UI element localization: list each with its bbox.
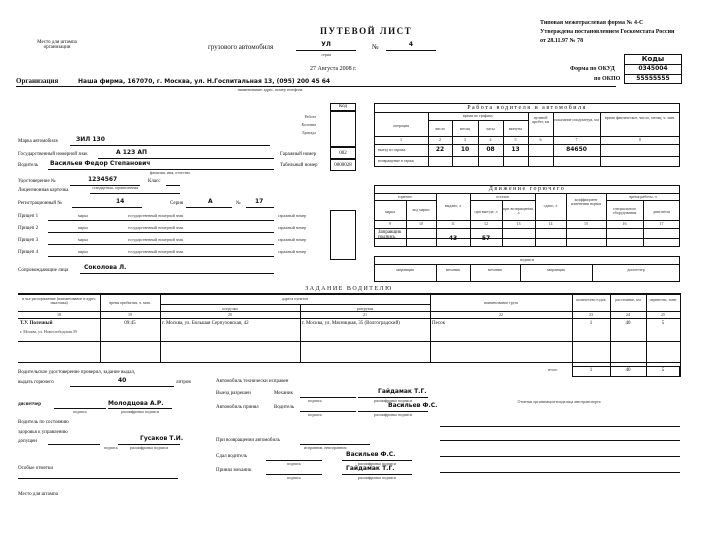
handed-name: Васильев Ф.С. (346, 451, 396, 458)
garage-label: Гаражный номер (280, 152, 317, 157)
signatures-header: подписи (519, 257, 535, 262)
disp-name-caption: расшифровка подписи (120, 409, 160, 414)
col-num: 18 (57, 312, 61, 317)
trailer-label: Прицеп 4 (18, 250, 39, 255)
col-num: 8 (639, 137, 641, 142)
org-value: Наша фирма, 167070, г. Москва, ул. Н.Госпитальная 13, (095) 200 45 64 (78, 78, 331, 85)
task-dist: 40 (625, 321, 631, 326)
col-num: 4 (489, 137, 492, 142)
day-header: число (435, 126, 445, 131)
handed-label: Сдал водитель (216, 454, 247, 459)
client-header: в чье распоряжение (наименование и адрес заказчика) (22, 296, 96, 305)
received-name: Гайдамак Т.Г. (346, 465, 395, 472)
sig-role: заправщик (546, 267, 566, 272)
garage-caption: гаражный номер (278, 225, 307, 230)
accepted-label: Автомобиль принял (216, 405, 259, 410)
plate-value: А 123 АП (116, 149, 148, 156)
total-tons: 5 (661, 368, 665, 373)
reg-no-value: 17 (255, 198, 264, 205)
col-num: 15 (584, 221, 588, 226)
liters-label: литров (176, 380, 191, 385)
health-label: Водитель по состоянию (18, 420, 69, 425)
sig-role: механик (487, 267, 503, 272)
brand-value: ЗИЛ 130 (76, 136, 105, 143)
special-header: время работы, ч (629, 194, 657, 199)
task-tons: 5 (661, 321, 665, 326)
odometer-value: 84650 (566, 146, 587, 153)
okud-value: 0345004 (638, 65, 668, 72)
at-return-header: при возвращении, л (503, 206, 534, 215)
spec-eq-header: специального оборудования (612, 206, 637, 215)
license-value: 1234567 (88, 176, 118, 183)
points-header: адреса пунктов (281, 296, 309, 301)
driver-sign-caption: подпись (308, 412, 322, 417)
tons-header: перевезти, тонн (649, 297, 677, 302)
license-label: Удостоверение № (18, 179, 56, 184)
mode-label: Работа (304, 114, 316, 119)
col-num: 19 (128, 312, 132, 317)
reg-series-value: А (208, 198, 213, 205)
brand-header: марка (385, 209, 395, 214)
dist-header: расстояние, км (615, 297, 641, 302)
plate-label: Государственный номерной знак (18, 152, 88, 157)
tech-ok-label: Автомобиль технически исправен (216, 379, 289, 384)
return-row-label: возвращение в гараж (378, 158, 414, 163)
fuel-header: горючее (398, 194, 412, 199)
exit-row-label: выезд из гаража (378, 147, 406, 152)
med-name: Гусаков Т.И. (140, 435, 184, 442)
refuel-label: Заправщик подпись (378, 230, 402, 240)
form-note-line: Типовая межотраслевая форма № 4-С (540, 20, 644, 26)
page-subtitle: грузового автомобиля (208, 43, 274, 51)
task-time: 09:45 (124, 321, 136, 326)
health-label-2: здоровья к управлению (18, 430, 68, 435)
page-title: ПУТЕВОЙ ЛИСТ (320, 26, 413, 36)
exit-day: 22 (435, 146, 445, 153)
brand-caption: марка (78, 213, 88, 218)
reg-num-value: 14 (116, 198, 125, 205)
load-header: погрузки (222, 306, 238, 311)
trips-header: количество ездок (576, 297, 606, 302)
total-dist: 40 (625, 368, 631, 373)
gos-caption: государственный номерной знак (128, 249, 184, 254)
date-value: 27 Августа 2008 г. (310, 66, 357, 72)
reg-no-label: № (236, 201, 241, 206)
remark-label: Особые отметки (18, 466, 53, 471)
month-header: месяц (459, 126, 471, 131)
sig-role: механик (445, 267, 461, 272)
received-name-caption: расшифровка подписи (357, 475, 397, 480)
mode-label: Бригада (302, 130, 316, 135)
remain-header: остаток (496, 194, 509, 199)
kod-header: Коды (641, 55, 665, 63)
coef-header: коэффициент изменения нормы (570, 197, 602, 206)
vehicle-kod: Код (339, 104, 347, 109)
reg-label: Регистрационный № (18, 201, 63, 206)
driver-sig-label: Водитель (274, 405, 295, 410)
returned-label: При возвращении автомобиль (216, 438, 280, 443)
org-label: Организация (16, 77, 59, 85)
task-title: ЗАДАНИЕ ВОДИТЕЛЮ (305, 286, 393, 292)
mech-sign-caption: подпись (308, 398, 322, 403)
driver-caption: фамилия, имя, отчество (149, 170, 191, 175)
lic-card-label: Лицензионная карточка (18, 188, 69, 193)
brand-caption: марка (78, 225, 88, 230)
sig-role: заправщик (395, 267, 415, 272)
task-trips: 1 (589, 321, 593, 326)
number-value: 4 (408, 41, 414, 48)
tab-value: 0000028 (334, 163, 352, 168)
lic-card-caption: стандартная, ограниченная (92, 185, 139, 190)
col-num: 10 (419, 221, 423, 226)
col-num: 5 (514, 137, 517, 142)
odometer-header: показание спидометра, км (554, 117, 599, 122)
col-num: 12 (484, 221, 488, 226)
submitted-header: сдано, л (543, 203, 558, 208)
stamp-placeholder: Место для штампа организации (37, 40, 77, 50)
tab-label: Табельный номер (280, 163, 318, 168)
engine-header: двигателя (653, 209, 670, 214)
series-value: УЛ (321, 41, 331, 48)
trailer-label: Прицеп 3 (18, 238, 39, 243)
issued-value: 43 (448, 235, 458, 242)
op-header: операция (393, 123, 409, 128)
fuel-issue-label: выдать горючего (18, 380, 54, 385)
exit-min: 13 (511, 146, 520, 153)
col-num: 21 (363, 312, 367, 317)
total-label: итого (548, 367, 558, 372)
escort-value: Соколова Л. (84, 264, 127, 271)
garage-code: 002 (339, 151, 347, 156)
garage-caption: гаражный номер (278, 213, 307, 218)
task-cargo: Песок (432, 321, 446, 326)
col-num: 23 (589, 312, 593, 317)
col-num: 22 (499, 312, 503, 317)
issued-header: выдано, л (444, 203, 462, 208)
col-num: 7 (575, 137, 578, 142)
task-client: Т.У. Полезный (20, 321, 53, 326)
col-num: 3 (464, 137, 466, 142)
driver-sig-name: Васильев Ф.С. (388, 402, 438, 409)
form-note-line: Утверждена постановлением Госкомстата России (540, 29, 675, 35)
med-name-caption: расшифровка подписи (129, 445, 169, 450)
sig-role: диспетчер (627, 267, 645, 272)
okud-label: Форма по ОКУД (570, 66, 615, 72)
garage-caption: гаражный номер (278, 249, 307, 254)
series-caption: серия (321, 52, 331, 57)
received-label: Принял механик (216, 468, 252, 473)
gos-caption: государственный номерной знак (128, 213, 184, 218)
total-trips: 1 (589, 368, 593, 373)
time-header: время прибытия, ч. мин. (109, 300, 151, 305)
gos-caption: государственный номерной знак (128, 225, 184, 230)
allowed-label: допущен (18, 439, 37, 444)
col-num: 11 (451, 221, 455, 226)
task-client-address: г. Москва, ул. Новослободская 39 (20, 329, 77, 334)
number-label: № (372, 43, 379, 51)
escort-label: Сопровождающие лица (18, 268, 69, 273)
brand-caption: марка (78, 237, 88, 242)
mech-name: Гайдамак Т.Г. (378, 388, 427, 395)
col-num: 1 (400, 137, 402, 142)
garage-caption: гаражный номер (278, 237, 307, 242)
trailer-label: Прицеп 1 (18, 214, 39, 219)
zero-run-header: нулевой пробег, км (531, 115, 550, 124)
unload-header: разгрузки (356, 306, 374, 311)
col-num: 16 (622, 221, 627, 226)
fuel-amount: 40 (118, 377, 127, 384)
col-num: 6 (539, 137, 542, 142)
brand-label: Марка автомобиля (18, 139, 58, 144)
handed-sign-caption: подпись (287, 461, 301, 466)
med-sign-caption: подпись (104, 445, 118, 450)
okpo-value: 55555555 (636, 75, 670, 82)
mode-label: Колонна (301, 122, 316, 127)
exit-month: 10 (460, 146, 470, 153)
actual-header: время фактическое, число, месяц, ч. мин. (604, 115, 676, 120)
at-exit-header: при выезде, л (474, 209, 498, 214)
col-num: 2 (439, 137, 441, 142)
trailer-label: Прицеп 2 (18, 226, 39, 231)
col-num: 14 (548, 221, 553, 226)
driver-label: Водитель (18, 163, 39, 168)
col-num: 25 (661, 312, 665, 317)
disp-name: Молодцова А.Р. (108, 400, 164, 407)
col-num: 9 (389, 221, 391, 226)
handed-name-caption: расшифровка подписи (357, 461, 397, 466)
owner-mark: Отметки организации-владельца автотранспорта (517, 399, 601, 404)
check-line: Водительское удостоверение проверил, задание выдал, (18, 370, 136, 375)
received-sign-caption: подпись (287, 475, 301, 480)
remain-value: 57 (481, 235, 491, 242)
min-header: минуты (508, 126, 523, 131)
col-num: 24 (626, 312, 630, 317)
state-caption: исправном, неисправном (304, 445, 347, 450)
form-note-line: от 28.11.97 № 78 (540, 38, 584, 44)
work-title: Работа водителя и автомобиля (467, 105, 587, 111)
mech-name-caption: расшифровка подписи (373, 398, 413, 403)
gos-caption: государственный номерной знак (128, 237, 184, 242)
disp-sign-caption: подпись (73, 409, 87, 414)
series-label: Серия (170, 201, 184, 206)
org-caption: наименование, адрес, номер телефона (237, 87, 303, 92)
fuel-title: Движение горючего (488, 186, 566, 192)
cargo-header: наименование груза (483, 300, 519, 305)
driver-value: Васильев Федор Степанович (50, 160, 151, 167)
col-num: 20 (228, 312, 232, 317)
hour-header: часы (486, 126, 495, 131)
driver-sig-caption: расшифровка подписи (373, 412, 413, 417)
code-header: код марки (412, 207, 430, 212)
dispatcher-label: диспетчер (18, 402, 42, 407)
class-label: Класс (148, 179, 161, 184)
exit-ok-label: Выезд разрешен (216, 391, 251, 396)
brand-caption: марка (78, 249, 88, 254)
okpo-label: по ОКПО (594, 76, 621, 82)
col-num: 17 (659, 221, 664, 226)
exit-hour: 08 (486, 146, 495, 153)
mechanic-label: Механик (274, 391, 293, 396)
bottom-stamp: Место для штампа (18, 492, 58, 497)
col-num: 13 (516, 221, 521, 226)
time-header: время по графику (462, 113, 494, 118)
task-unload: г. Москва, ул. Мясницкая, 35 (Волгоградский) (302, 321, 400, 326)
task-load: г. Москва, ул. Большая Серпуховская, 42 (162, 321, 249, 326)
